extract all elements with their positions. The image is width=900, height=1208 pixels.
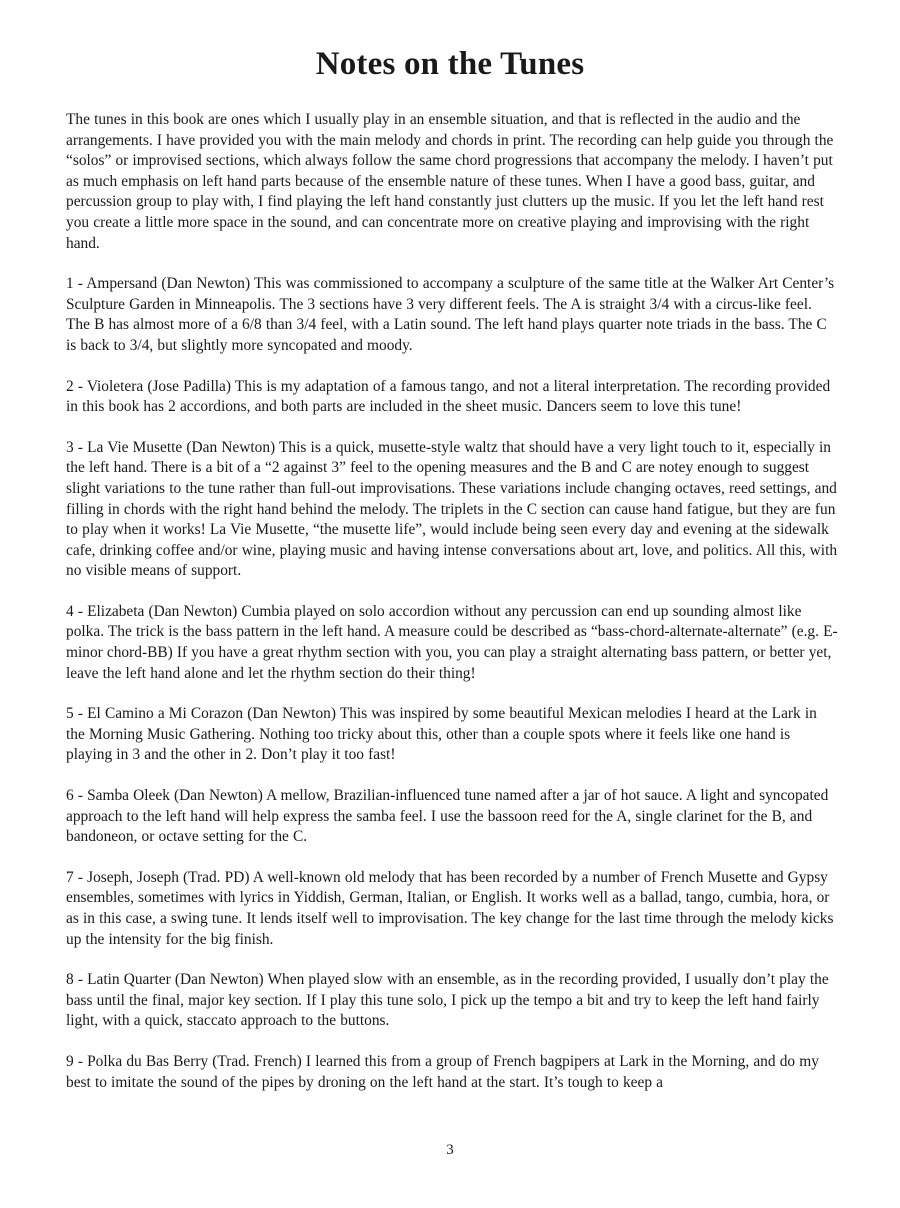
intro-paragraph: The tunes in this book are ones which I usually play in an ensemble situation, and that is reflected in the audio and the arrangements. I have provided you with the main melody and chords in print. The recording can help guide you through the “solos” or improvised sections, which always follow the same chord progressions that accompany the melody. I haven’t put as much emphasis on left hand parts because of the ensemble nature of these tunes. When I have a good bass, guitar, and percussion group to play with, I find playing the left hand constantly just clutters up the music. If you let the left hand rest you create a little more space in the sound, and can concentrate more on creative playing and improvising with the right hand.	[66, 111, 834, 252]
tune-note-joseph-joseph: 7 - Joseph, Joseph (Trad. PD) A well-known old melody that has been recorded by a number of French Musette and Gypsy ensembles, sometimes with lyrics in Yiddish, German, Italian, or English. It works well as a ballad, tango, cumbia, hora, or as in this case, a swing tune. It lends itself well to improvisation. The key change for the last time through the melody kicks up the intensity for the big finish.	[66, 868, 834, 948]
tune-note-samba-oleek: 6 - Samba Oleek (Dan Newton) A mellow, Brazilian-influenced tune named after a jar of hot sauce. A light and syncopated approach to the left hand will help express the samba feel. I use the bassoon reed for the A, single clarinet for the B, and bandoneon, or octave setting for the C.	[66, 787, 829, 846]
document-body	[66, 110, 838, 1113]
tune-note-la-vie-musette: 3 - La Vie Musette (Dan Newton) This is a quick, musette-style waltz that should have a very light touch to it, especially in the left hand. There is a bit of a “2 against 3” feel to the opening measures and the B and C are notey enough to suggest slight variations to the tune rather than full-out improvisations. These variations include changing octaves, reed settings, and filling in chords with the right hand behind the melody. The triplets in the C section can cause hand fatigue, but they are fun to play when it works! La Vie Musette, “the musette life”, would include being seen every day and evening at the sidewalk cafe, drinking coffee and/or wine, playing music and having intense conversations about art, love, and politics. All this, with no visible means of support.	[66, 438, 838, 580]
tune-note-ampersand: 1 - Ampersand (Dan Newton) This was commissioned to accompany a sculpture of the same title at the Walker Art Center’s Sculpture Garden in Minneapolis. The 3 sections have 3 very different feels. The A is straight 3/4 with a circus-like feel. The B has almost more of a 6/8 than 3/4 feel, with a Latin sound. The left hand plays quarter note triads in the bass. The C is back to 3/4, but slightly more syncopated and moody.	[66, 275, 835, 354]
tune-note-elizabeta: 4 - Elizabeta (Dan Newton) Cumbia played on solo accordion without any percussion can end up sounding almost like polka. The trick is the bass pattern in the left hand. A measure could be described as “bass-chord-alternate-alternate” (e.g. E-minor chord-BB) If you have a great rhythm section with you, you can play a straight alternating bass pattern, or better yet, leave the left hand alone and let the rhythm section do their thing!	[66, 602, 838, 682]
page-number: 3	[446, 1142, 454, 1158]
tune-note-polka-du-bas-berry: 9 - Polka du Bas Berry (Trad. French) I learned this from a group of French bagpipers at Lark in the Morning, and do my best to imitate the sound of the pipes by droning on the left hand at the start. It’s tough to keep a	[66, 1052, 819, 1091]
tune-note-el-camino: 5 - El Camino a Mi Corazon (Dan Newton) This was inspired by some beautiful Mexican melodies I heard at the Lark in the Morning Music Gathering. Nothing too tricky about this, other than a couple spots where it feels like one hand is playing in 3 and the other in 2. Don’t play it too fast!	[66, 705, 817, 764]
tune-note-violetera: 2 - Violetera (Jose Padilla) This is my adaptation of a famous tango, and not a literal interpretation. The recording provided in this book has 2 accordions, and both parts are included in the sheet music. Dancers seem to love this tune!	[66, 377, 831, 416]
page-title: Notes on the Tunes	[315, 46, 585, 82]
tune-note-latin-quarter: 8 - Latin Quarter (Dan Newton) When played slow with an ensemble, as in the recording provided, I usually don’t play the bass until the final, major key section. If I play this tune solo, I pick up the tempo a bit and try to keep the left hand fairly light, with a quick, staccato approach to the buttons.	[66, 971, 829, 1030]
